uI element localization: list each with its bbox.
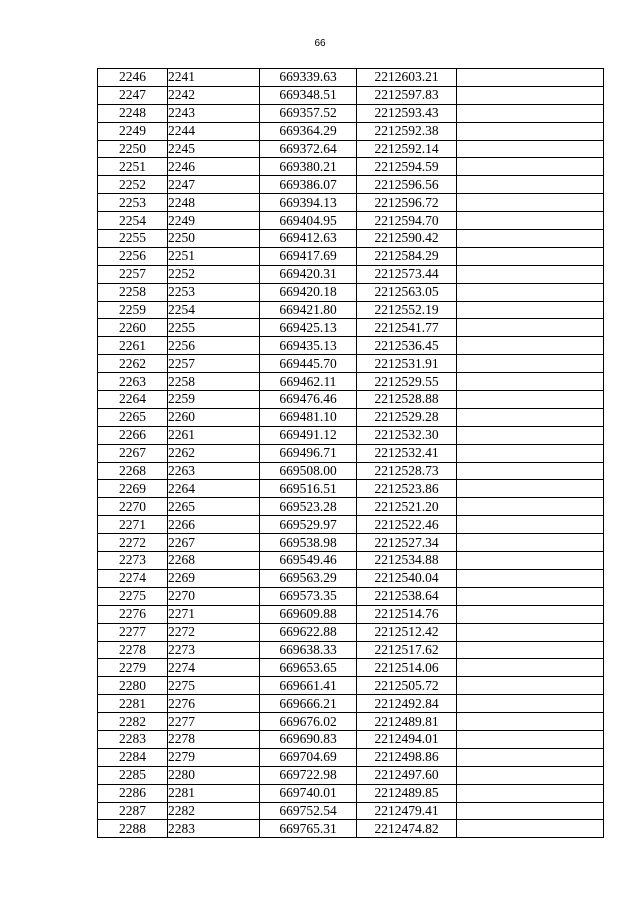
point-number-cell: 2260	[168, 408, 260, 426]
note-cell	[457, 730, 604, 748]
y-coordinate-cell: 2212512.42	[357, 623, 457, 641]
coordinate-table	[97, 68, 604, 838]
point-number-cell: 2247	[168, 176, 260, 194]
row-number-cell: 2250	[98, 140, 168, 158]
note-cell	[457, 641, 604, 659]
point-number-cell: 2264	[168, 480, 260, 498]
table-row	[98, 820, 604, 838]
table-row	[98, 784, 604, 802]
y-coordinate-cell: 2212532.30	[357, 426, 457, 444]
table-row	[98, 623, 604, 641]
note-cell	[457, 820, 604, 838]
table-row	[98, 516, 604, 534]
row-number-cell: 2278	[98, 641, 168, 659]
y-coordinate-cell: 2212521.20	[357, 498, 457, 516]
y-coordinate-cell: 2212552.19	[357, 301, 457, 319]
table-row	[98, 86, 604, 104]
y-coordinate-cell: 2212489.85	[357, 784, 457, 802]
y-coordinate-cell: 2212593.43	[357, 104, 457, 122]
table-row	[98, 373, 604, 391]
x-coordinate-cell: 669653.65	[260, 659, 357, 677]
x-coordinate-cell: 669529.97	[260, 516, 357, 534]
note-cell	[457, 355, 604, 373]
row-number-cell: 2265	[98, 408, 168, 426]
table-row	[98, 659, 604, 677]
x-coordinate-cell: 669722.98	[260, 766, 357, 784]
y-coordinate-cell: 2212498.86	[357, 748, 457, 766]
x-coordinate-cell: 669394.13	[260, 194, 357, 212]
y-coordinate-cell: 2212590.42	[357, 230, 457, 248]
table-row	[98, 677, 604, 695]
y-coordinate-cell: 2212594.70	[357, 212, 457, 230]
row-number-cell: 2275	[98, 587, 168, 605]
table-row	[98, 176, 604, 194]
x-coordinate-cell: 669538.98	[260, 534, 357, 552]
y-coordinate-cell: 2212479.41	[357, 802, 457, 820]
row-number-cell: 2252	[98, 176, 168, 194]
y-coordinate-cell: 2212531.91	[357, 355, 457, 373]
y-coordinate-cell: 2212505.72	[357, 677, 457, 695]
x-coordinate-cell: 669339.63	[260, 69, 357, 87]
table-row	[98, 587, 604, 605]
note-cell	[457, 623, 604, 641]
note-cell	[457, 784, 604, 802]
table-row	[98, 319, 604, 337]
note-cell	[457, 426, 604, 444]
note-cell	[457, 247, 604, 265]
row-number-cell: 2287	[98, 802, 168, 820]
x-coordinate-cell: 669364.29	[260, 122, 357, 140]
y-coordinate-cell: 2212603.21	[357, 69, 457, 87]
x-coordinate-cell: 669372.64	[260, 140, 357, 158]
row-number-cell: 2271	[98, 516, 168, 534]
point-number-cell: 2245	[168, 140, 260, 158]
x-coordinate-cell: 669348.51	[260, 86, 357, 104]
note-cell	[457, 713, 604, 731]
y-coordinate-cell: 2212492.84	[357, 695, 457, 713]
note-cell	[457, 391, 604, 409]
row-number-cell: 2268	[98, 462, 168, 480]
note-cell	[457, 319, 604, 337]
note-cell	[457, 516, 604, 534]
note-cell	[457, 86, 604, 104]
note-cell	[457, 605, 604, 623]
table-row	[98, 713, 604, 731]
table-row	[98, 194, 604, 212]
y-coordinate-cell: 2212517.62	[357, 641, 457, 659]
x-coordinate-cell: 669740.01	[260, 784, 357, 802]
note-cell	[457, 480, 604, 498]
y-coordinate-cell: 2212514.06	[357, 659, 457, 677]
point-number-cell: 2248	[168, 194, 260, 212]
row-number-cell: 2276	[98, 605, 168, 623]
x-coordinate-cell: 669496.71	[260, 444, 357, 462]
row-number-cell: 2285	[98, 766, 168, 784]
note-cell	[457, 766, 604, 784]
y-coordinate-cell: 2212596.56	[357, 176, 457, 194]
point-number-cell: 2252	[168, 265, 260, 283]
point-number-cell: 2242	[168, 86, 260, 104]
x-coordinate-cell: 669420.31	[260, 265, 357, 283]
y-coordinate-cell: 2212532.41	[357, 444, 457, 462]
table-row	[98, 730, 604, 748]
note-cell	[457, 462, 604, 480]
row-number-cell: 2247	[98, 86, 168, 104]
table-row	[98, 462, 604, 480]
row-number-cell: 2280	[98, 677, 168, 695]
table-row	[98, 569, 604, 587]
x-coordinate-cell: 669676.02	[260, 713, 357, 731]
page-number: 66	[314, 38, 326, 49]
y-coordinate-cell: 2212474.82	[357, 820, 457, 838]
row-number-cell: 2272	[98, 534, 168, 552]
x-coordinate-cell: 669661.41	[260, 677, 357, 695]
table-row	[98, 641, 604, 659]
point-number-cell: 2274	[168, 659, 260, 677]
table-row	[98, 552, 604, 570]
point-number-cell: 2251	[168, 247, 260, 265]
x-coordinate-cell: 669412.63	[260, 230, 357, 248]
x-coordinate-cell: 669481.10	[260, 408, 357, 426]
point-number-cell: 2269	[168, 569, 260, 587]
row-number-cell: 2284	[98, 748, 168, 766]
row-number-cell: 2267	[98, 444, 168, 462]
table-row	[98, 480, 604, 498]
point-number-cell: 2246	[168, 158, 260, 176]
y-coordinate-cell: 2212523.86	[357, 480, 457, 498]
note-cell	[457, 534, 604, 552]
point-number-cell: 2265	[168, 498, 260, 516]
x-coordinate-cell: 669476.46	[260, 391, 357, 409]
y-coordinate-cell: 2212573.44	[357, 265, 457, 283]
row-number-cell: 2283	[98, 730, 168, 748]
table-row	[98, 748, 604, 766]
table-row	[98, 695, 604, 713]
y-coordinate-cell: 2212494.01	[357, 730, 457, 748]
note-cell	[457, 230, 604, 248]
x-coordinate-cell: 669690.83	[260, 730, 357, 748]
point-number-cell: 2266	[168, 516, 260, 534]
point-number-cell: 2249	[168, 212, 260, 230]
point-number-cell: 2267	[168, 534, 260, 552]
note-cell	[457, 69, 604, 87]
y-coordinate-cell: 2212541.77	[357, 319, 457, 337]
note-cell	[457, 104, 604, 122]
row-number-cell: 2281	[98, 695, 168, 713]
note-cell	[457, 444, 604, 462]
point-number-cell: 2257	[168, 355, 260, 373]
point-number-cell: 2281	[168, 784, 260, 802]
note-cell	[457, 373, 604, 391]
row-number-cell: 2249	[98, 122, 168, 140]
note-cell	[457, 212, 604, 230]
point-number-cell: 2253	[168, 283, 260, 301]
point-number-cell: 2270	[168, 587, 260, 605]
note-cell	[457, 587, 604, 605]
y-coordinate-cell: 2212497.60	[357, 766, 457, 784]
x-coordinate-cell: 669420.18	[260, 283, 357, 301]
y-coordinate-cell: 2212592.38	[357, 122, 457, 140]
point-number-cell: 2250	[168, 230, 260, 248]
note-cell	[457, 140, 604, 158]
x-coordinate-cell: 669386.07	[260, 176, 357, 194]
row-number-cell: 2253	[98, 194, 168, 212]
table-row	[98, 69, 604, 87]
y-coordinate-cell: 2212529.55	[357, 373, 457, 391]
note-cell	[457, 301, 604, 319]
x-coordinate-cell: 669462.11	[260, 373, 357, 391]
point-number-cell: 2256	[168, 337, 260, 355]
row-number-cell: 2266	[98, 426, 168, 444]
x-coordinate-cell: 669638.33	[260, 641, 357, 659]
note-cell	[457, 122, 604, 140]
row-number-cell: 2256	[98, 247, 168, 265]
point-number-cell: 2258	[168, 373, 260, 391]
y-coordinate-cell: 2212489.81	[357, 713, 457, 731]
note-cell	[457, 659, 604, 677]
row-number-cell: 2269	[98, 480, 168, 498]
point-number-cell: 2278	[168, 730, 260, 748]
point-number-cell: 2272	[168, 623, 260, 641]
x-coordinate-cell: 669380.21	[260, 158, 357, 176]
note-cell	[457, 695, 604, 713]
y-coordinate-cell: 2212584.29	[357, 247, 457, 265]
coordinate-table-body	[98, 69, 604, 838]
row-number-cell: 2273	[98, 552, 168, 570]
point-number-cell: 2254	[168, 301, 260, 319]
x-coordinate-cell: 669573.35	[260, 587, 357, 605]
note-cell	[457, 176, 604, 194]
point-number-cell: 2271	[168, 605, 260, 623]
point-number-cell: 2283	[168, 820, 260, 838]
x-coordinate-cell: 669357.52	[260, 104, 357, 122]
row-number-cell: 2286	[98, 784, 168, 802]
x-coordinate-cell: 669435.13	[260, 337, 357, 355]
row-number-cell: 2259	[98, 301, 168, 319]
row-number-cell: 2264	[98, 391, 168, 409]
x-coordinate-cell: 669549.46	[260, 552, 357, 570]
x-coordinate-cell: 669666.21	[260, 695, 357, 713]
x-coordinate-cell: 669765.31	[260, 820, 357, 838]
row-number-cell: 2279	[98, 659, 168, 677]
x-coordinate-cell: 669563.29	[260, 569, 357, 587]
row-number-cell: 2263	[98, 373, 168, 391]
row-number-cell: 2260	[98, 319, 168, 337]
table-row	[98, 230, 604, 248]
point-number-cell: 2280	[168, 766, 260, 784]
x-coordinate-cell: 669704.69	[260, 748, 357, 766]
x-coordinate-cell: 669516.51	[260, 480, 357, 498]
x-coordinate-cell: 669622.88	[260, 623, 357, 641]
note-cell	[457, 337, 604, 355]
y-coordinate-cell: 2212528.88	[357, 391, 457, 409]
table-row	[98, 104, 604, 122]
row-number-cell: 2248	[98, 104, 168, 122]
note-cell	[457, 748, 604, 766]
point-number-cell: 2275	[168, 677, 260, 695]
row-number-cell: 2270	[98, 498, 168, 516]
y-coordinate-cell: 2212592.14	[357, 140, 457, 158]
y-coordinate-cell: 2212529.28	[357, 408, 457, 426]
row-number-cell: 2277	[98, 623, 168, 641]
x-coordinate-cell: 669523.28	[260, 498, 357, 516]
row-number-cell: 2255	[98, 230, 168, 248]
row-number-cell: 2274	[98, 569, 168, 587]
y-coordinate-cell: 2212540.04	[357, 569, 457, 587]
note-cell	[457, 283, 604, 301]
note-cell	[457, 569, 604, 587]
table-row	[98, 605, 604, 623]
row-number-cell: 2257	[98, 265, 168, 283]
y-coordinate-cell: 2212534.88	[357, 552, 457, 570]
point-number-cell: 2261	[168, 426, 260, 444]
y-coordinate-cell: 2212522.46	[357, 516, 457, 534]
table-row	[98, 247, 604, 265]
note-cell	[457, 158, 604, 176]
point-number-cell: 2276	[168, 695, 260, 713]
x-coordinate-cell: 669508.00	[260, 462, 357, 480]
note-cell	[457, 552, 604, 570]
point-number-cell: 2273	[168, 641, 260, 659]
table-row	[98, 355, 604, 373]
point-number-cell: 2279	[168, 748, 260, 766]
point-number-cell: 2241	[168, 69, 260, 87]
table-row	[98, 802, 604, 820]
note-cell	[457, 408, 604, 426]
x-coordinate-cell: 669491.12	[260, 426, 357, 444]
row-number-cell: 2262	[98, 355, 168, 373]
row-number-cell: 2261	[98, 337, 168, 355]
note-cell	[457, 194, 604, 212]
x-coordinate-cell: 669417.69	[260, 247, 357, 265]
y-coordinate-cell: 2212536.45	[357, 337, 457, 355]
row-number-cell: 2288	[98, 820, 168, 838]
x-coordinate-cell: 669421.80	[260, 301, 357, 319]
point-number-cell: 2262	[168, 444, 260, 462]
note-cell	[457, 498, 604, 516]
x-coordinate-cell: 669752.54	[260, 802, 357, 820]
table-row	[98, 158, 604, 176]
point-number-cell: 2259	[168, 391, 260, 409]
point-number-cell: 2255	[168, 319, 260, 337]
x-coordinate-cell: 669445.70	[260, 355, 357, 373]
y-coordinate-cell: 2212596.72	[357, 194, 457, 212]
table-row	[98, 498, 604, 516]
y-coordinate-cell: 2212563.05	[357, 283, 457, 301]
y-coordinate-cell: 2212538.64	[357, 587, 457, 605]
row-number-cell: 2258	[98, 283, 168, 301]
x-coordinate-cell: 669425.13	[260, 319, 357, 337]
y-coordinate-cell: 2212597.83	[357, 86, 457, 104]
y-coordinate-cell: 2212527.34	[357, 534, 457, 552]
table-row	[98, 301, 604, 319]
x-coordinate-cell: 669404.95	[260, 212, 357, 230]
row-number-cell: 2254	[98, 212, 168, 230]
table-row	[98, 265, 604, 283]
point-number-cell: 2263	[168, 462, 260, 480]
point-number-cell: 2244	[168, 122, 260, 140]
table-row	[98, 391, 604, 409]
table-row	[98, 534, 604, 552]
table-row	[98, 337, 604, 355]
note-cell	[457, 802, 604, 820]
row-number-cell: 2251	[98, 158, 168, 176]
note-cell	[457, 265, 604, 283]
table-row	[98, 283, 604, 301]
point-number-cell: 2243	[168, 104, 260, 122]
y-coordinate-cell: 2212594.59	[357, 158, 457, 176]
row-number-cell: 2246	[98, 69, 168, 87]
point-number-cell: 2277	[168, 713, 260, 731]
table-row	[98, 426, 604, 444]
row-number-cell: 2282	[98, 713, 168, 731]
y-coordinate-cell: 2212514.76	[357, 605, 457, 623]
note-cell	[457, 677, 604, 695]
x-coordinate-cell: 669609.88	[260, 605, 357, 623]
table-row	[98, 408, 604, 426]
point-number-cell: 2268	[168, 552, 260, 570]
point-number-cell: 2282	[168, 802, 260, 820]
table-row	[98, 444, 604, 462]
table-row	[98, 122, 604, 140]
table-row	[98, 766, 604, 784]
y-coordinate-cell: 2212528.73	[357, 462, 457, 480]
table-row	[98, 140, 604, 158]
table-row	[98, 212, 604, 230]
